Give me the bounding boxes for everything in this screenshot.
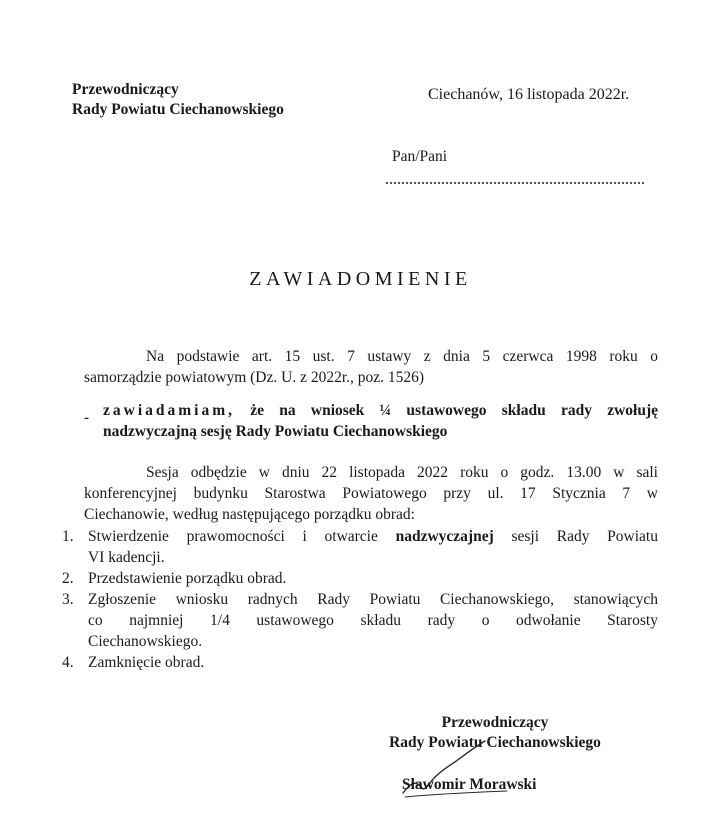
handwritten-signature: [395, 735, 515, 805]
agenda-line: Przedstawienie porządku obrad.: [88, 570, 287, 587]
agenda-line: Ciechanowskiego.: [88, 633, 203, 650]
agenda-line: VI kadencji.: [88, 549, 165, 566]
agenda-item: [62, 526, 658, 568]
paragraph-line: Ciechanowie, według następującego porządku obrad:: [84, 506, 415, 523]
legal-basis-paragraph: [84, 346, 658, 388]
agenda-line: Zgłoszenie wniosku radnych Rady Powiatu Ciechanowskiego, stanowiących: [88, 591, 658, 608]
recipient-dotted-line: [386, 182, 644, 184]
agenda-line: Zamknięcie obrad.: [88, 654, 205, 671]
sender-title: Przewodniczący: [72, 81, 179, 98]
place-date: Ciechanów, 16 listopada 2022r.: [428, 86, 630, 103]
sender-council: Rady Powiatu Ciechanowskiego: [72, 101, 284, 118]
agenda-number: 2.: [62, 570, 74, 587]
paragraph-line: [103, 400, 658, 421]
notice-text: że na wniosek ¼ ustawowego składu rady zwołuję: [250, 402, 658, 419]
agenda-number: 3.: [62, 591, 74, 608]
spaced-word: zawiadamiam,: [103, 402, 236, 419]
paragraph-line: Na podstawie art. 15 ust. 7 ustawy z dnia 5 czerwca 1998 roku o: [146, 348, 658, 365]
paragraph-line: konferencyjnej budynku Starostwa Powiatowego przy ul. 17 Stycznia 7 w: [84, 485, 658, 502]
paragraph-line: samorządzie powiatowym (Dz. U. z 2022r., poz. 1526): [84, 369, 425, 386]
agenda-text: Stwierdzenie prawomocności i otwarcie: [88, 528, 396, 545]
agenda-number: 4.: [62, 654, 74, 671]
agenda-text: sesji Rady Powiatu: [493, 528, 658, 545]
signatory-name: Sławomir Morawski: [402, 776, 537, 793]
paragraph-line: nadzwyczajną sesję Rady Powiatu Ciechanowskiego: [103, 423, 448, 440]
agenda-item: [62, 568, 658, 589]
notice-paragraph: [103, 400, 658, 442]
agenda-line: [88, 526, 658, 547]
session-paragraph: [84, 462, 658, 525]
recipient-label: Pan/Pani: [392, 148, 448, 165]
signature-title-line: Przewodniczący: [441, 714, 549, 731]
agenda-item: [62, 652, 658, 673]
document-title: ZAWIADOMIENIE: [249, 268, 472, 290]
bullet-dash: -: [84, 410, 89, 426]
agenda-list: [62, 526, 658, 673]
agenda-bold-text: nadzwyczajnej: [395, 528, 494, 545]
paragraph-line: Sesja odbędzie w dniu 22 listopada 2022 roku o godz. 13.00 w sali: [146, 464, 658, 481]
agenda-number: 1.: [62, 528, 74, 545]
sender-block: [72, 80, 284, 120]
signature-title-line: Rady Powiatu Ciechanowskiego: [389, 734, 601, 751]
agenda-item: [62, 589, 658, 652]
agenda-line: co najmniej 1/4 ustawowego składu rady o odwołanie Starosty: [88, 612, 658, 629]
